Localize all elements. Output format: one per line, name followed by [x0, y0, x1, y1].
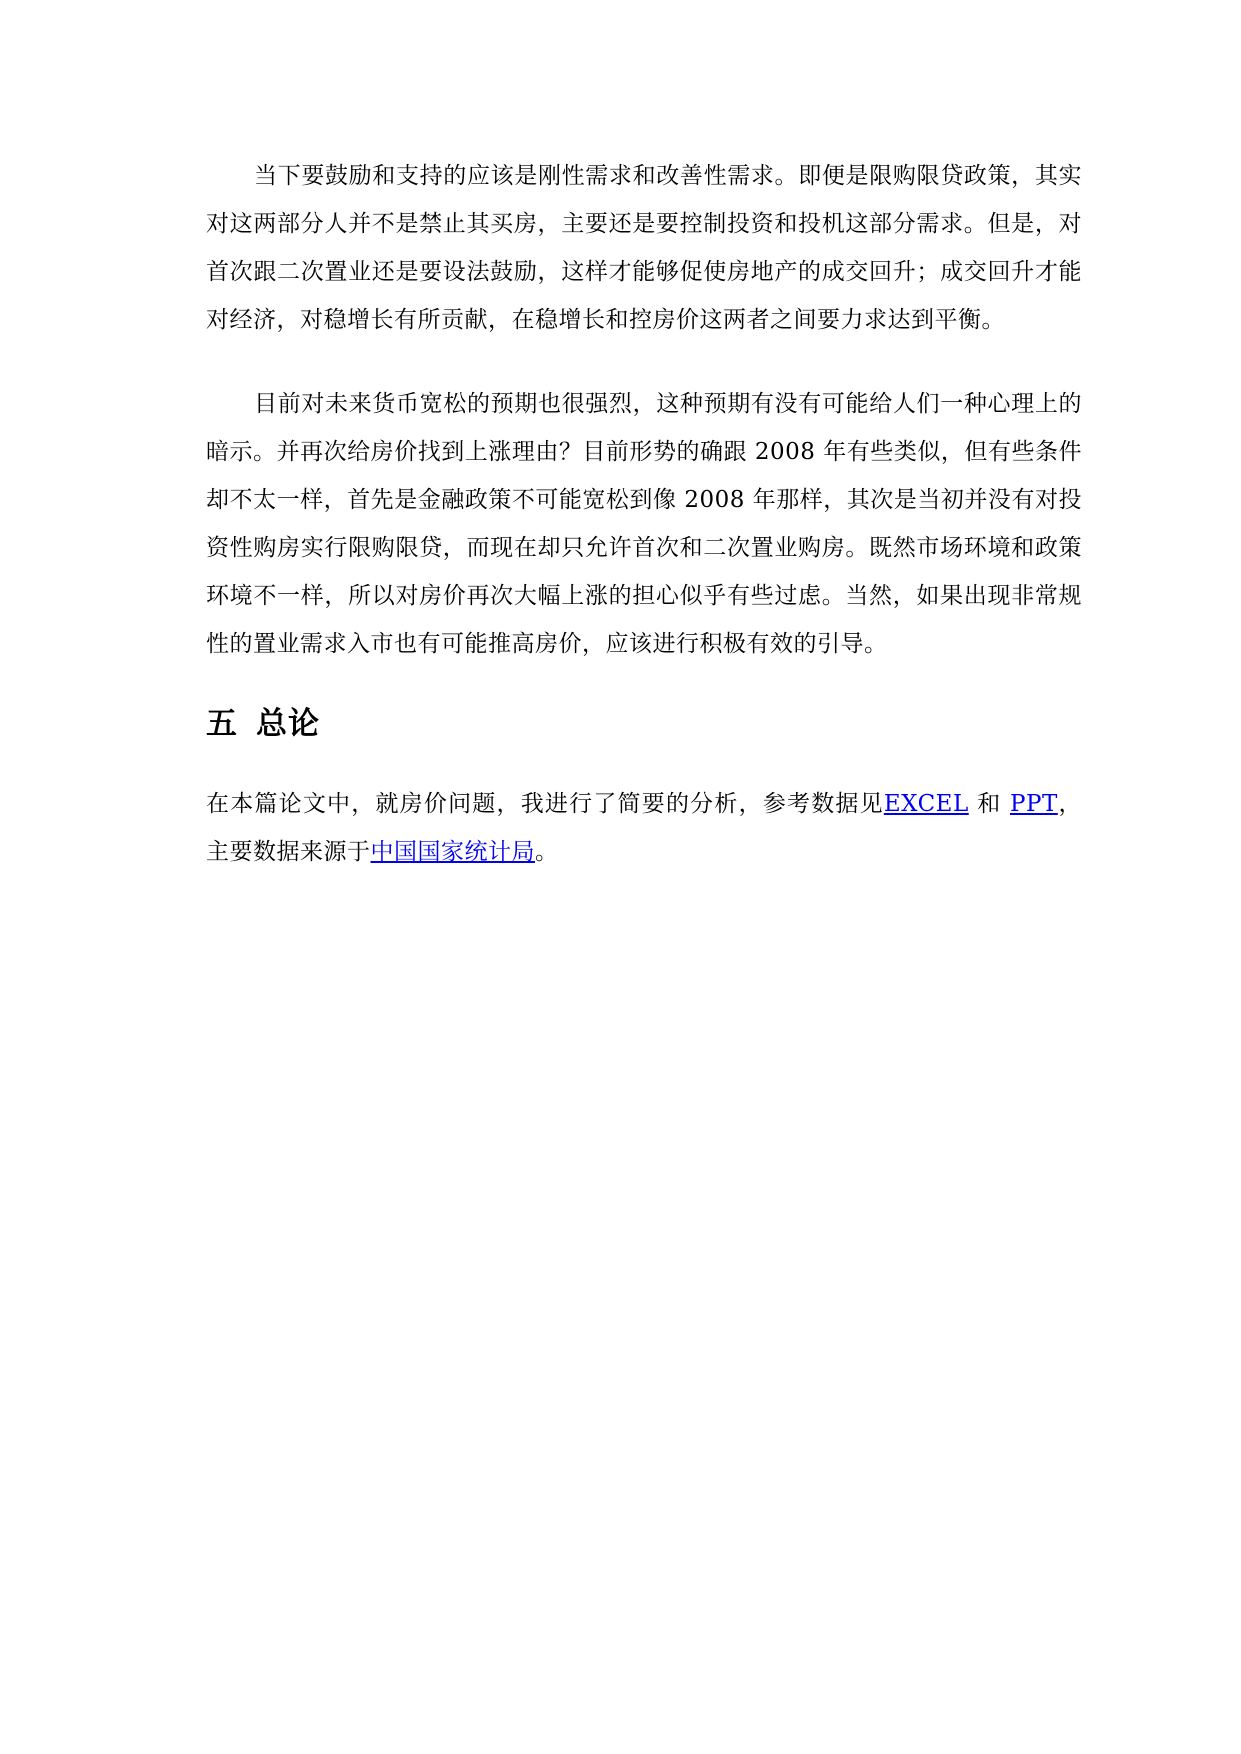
paragraph-expectations: 目前对未来货币宽松的预期也很强烈，这种预期有没有可能给人们一种心理上的暗示。并再次给房价找到上涨理由？目前形势的确跟 2008 年有些类似，但有些条件却不太一样，首先是金融政策不可能宽松到像 2008 年那样，其次是当初并没有对投资性购房实行限购限贷，而现在却只允许首次和二次置业购房。既然市场环境和政策环境不一样，所以对房价再次大幅上涨的担心似乎有些过虑。当然，如果出现非常规性的置业需求入市也有可能推高房价，应该进行积极有效的引导。 — [206, 391, 1082, 657]
conclusion-text-source: ，主要数据来源于 — [206, 791, 1083, 865]
section-title: 总论 — [256, 706, 320, 742]
excel-link[interactable]: EXCEL — [883, 791, 969, 817]
conclusion-text-intro: 在本篇论文中，就房价问题，我进行了简要的分析，参考数据见 — [206, 791, 884, 817]
conclusion-text-and: 和 — [968, 791, 1010, 817]
section-heading — [206, 704, 1082, 744]
paragraph-conclusion — [206, 780, 1082, 876]
section-number: 五 — [206, 706, 238, 742]
conclusion-text-end: 。 — [535, 839, 559, 865]
statistics-bureau-link[interactable]: 中国国家统计局 — [370, 839, 535, 865]
ppt-link[interactable]: PPT — [1010, 791, 1058, 817]
document-body — [206, 152, 1082, 876]
paragraph-demand: 当下要鼓励和支持的应该是刚性需求和改善性需求。即便是限购限贷政策，其实对这两部分人并不是禁止其买房，主要还是要控制投资和投机这部分需求。但是，对首次跟二次置业还是要设法鼓励，这样才能够促使房地产的成交回升；成交回升才能对经济，对稳增长有所贡献，在稳增长和控房价这两者之间要力求达到平衡。 — [206, 163, 1082, 333]
